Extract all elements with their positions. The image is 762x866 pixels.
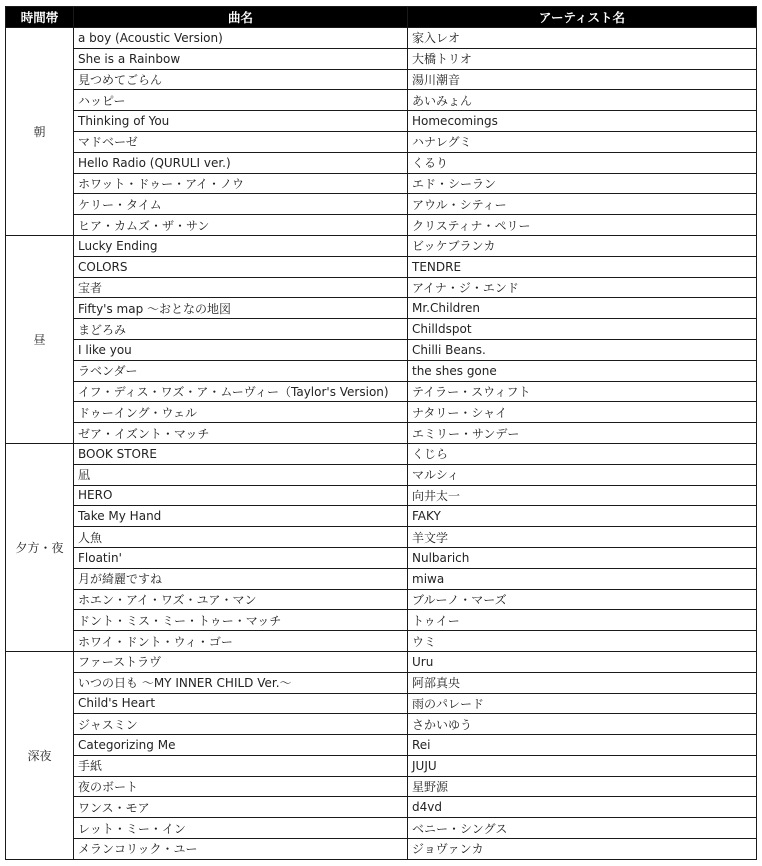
period-cell: 夕方・夜 bbox=[6, 443, 74, 651]
song-cell: Categorizing Me bbox=[74, 735, 408, 756]
table-row bbox=[6, 111, 757, 132]
table-row bbox=[6, 735, 757, 756]
table-row bbox=[6, 610, 757, 631]
song-cell: 人魚 bbox=[74, 527, 408, 548]
song-cell: 凪 bbox=[74, 464, 408, 485]
table-row bbox=[6, 256, 757, 277]
song-cell: ドント・ミス・ミー・トゥー・マッチ bbox=[74, 610, 408, 631]
artist-cell: あいみょん bbox=[408, 90, 757, 111]
song-cell: メランコリック・ユー bbox=[74, 839, 408, 860]
artist-cell: ウミ bbox=[408, 631, 757, 652]
table-row bbox=[6, 506, 757, 527]
artist-cell: 湯川潮音 bbox=[408, 69, 757, 90]
table-row bbox=[6, 547, 757, 568]
song-cell: 見つめてごらん bbox=[74, 69, 408, 90]
song-cell: ホワイ・ドント・ウィ・ゴー bbox=[74, 631, 408, 652]
header-row bbox=[6, 7, 757, 28]
artist-cell: テイラー・スウィフト bbox=[408, 381, 757, 402]
period-cell: 昼 bbox=[6, 235, 74, 443]
song-cell: Thinking of You bbox=[74, 111, 408, 132]
song-cell: ファーストラヴ bbox=[74, 651, 408, 672]
table-row bbox=[6, 527, 757, 548]
table-row bbox=[6, 90, 757, 111]
artist-cell: miwa bbox=[408, 568, 757, 589]
song-cell: まどろみ bbox=[74, 319, 408, 340]
artist-cell: 雨のパレード bbox=[408, 693, 757, 714]
artist-cell: 家入レオ bbox=[408, 28, 757, 49]
song-cell: Lucky Ending bbox=[74, 235, 408, 256]
header-period: 時間帯 bbox=[6, 7, 74, 28]
artist-cell: Chilli Beans. bbox=[408, 339, 757, 360]
table-body bbox=[6, 28, 757, 860]
song-cell: 宝者 bbox=[74, 277, 408, 298]
table-row bbox=[6, 818, 757, 839]
song-cell: ドゥーイング・ウェル bbox=[74, 402, 408, 423]
artist-cell: TENDRE bbox=[408, 256, 757, 277]
song-cell: マドベーゼ bbox=[74, 131, 408, 152]
table-row bbox=[6, 464, 757, 485]
song-cell: Fifty's map 〜おとなの地図 bbox=[74, 298, 408, 319]
artist-cell: Rei bbox=[408, 735, 757, 756]
artist-cell: 向井太一 bbox=[408, 485, 757, 506]
song-cell: いつの日も 〜MY INNER CHILD Ver.〜 bbox=[74, 672, 408, 693]
artist-cell: トゥイー bbox=[408, 610, 757, 631]
song-cell: COLORS bbox=[74, 256, 408, 277]
table-row bbox=[6, 360, 757, 381]
table-row bbox=[6, 589, 757, 610]
artist-cell: ハナレグミ bbox=[408, 131, 757, 152]
song-cell: 月が綺麗ですね bbox=[74, 568, 408, 589]
song-cell: ジャスミン bbox=[74, 714, 408, 735]
artist-cell: d4vd bbox=[408, 797, 757, 818]
table-row bbox=[6, 631, 757, 652]
artist-cell: Uru bbox=[408, 651, 757, 672]
table-row bbox=[6, 568, 757, 589]
artist-cell: Nulbarich bbox=[408, 547, 757, 568]
artist-cell: the shes gone bbox=[408, 360, 757, 381]
artist-cell: 星野源 bbox=[408, 776, 757, 797]
header-song: 曲名 bbox=[74, 7, 408, 28]
artist-cell: 羊文学 bbox=[408, 527, 757, 548]
table-row bbox=[6, 131, 757, 152]
song-cell: ホワット・ドゥー・アイ・ノウ bbox=[74, 173, 408, 194]
song-cell: ケリー・タイム bbox=[74, 194, 408, 215]
artist-cell: ビッケブランカ bbox=[408, 235, 757, 256]
table-row bbox=[6, 443, 757, 464]
song-cell: a boy (Acoustic Version) bbox=[74, 28, 408, 49]
table-row bbox=[6, 423, 757, 444]
artist-cell: アイナ・ジ・エンド bbox=[408, 277, 757, 298]
table-row bbox=[6, 48, 757, 69]
playlist-table-container bbox=[5, 6, 757, 860]
artist-cell: エミリー・サンデー bbox=[408, 423, 757, 444]
song-cell: BOOK STORE bbox=[74, 443, 408, 464]
table-row bbox=[6, 277, 757, 298]
song-cell: HERO bbox=[74, 485, 408, 506]
header-artist: アーティスト名 bbox=[408, 7, 757, 28]
table-row bbox=[6, 797, 757, 818]
table-row bbox=[6, 402, 757, 423]
artist-cell: Mr.Children bbox=[408, 298, 757, 319]
song-cell: I like you bbox=[74, 339, 408, 360]
song-cell: ゼア・イズント・マッチ bbox=[74, 423, 408, 444]
artist-cell: 阿部真央 bbox=[408, 672, 757, 693]
artist-cell: クリスティナ・ペリー bbox=[408, 215, 757, 236]
artist-cell: ベニー・シングス bbox=[408, 818, 757, 839]
table-row bbox=[6, 298, 757, 319]
song-cell: 夜のボート bbox=[74, 776, 408, 797]
song-cell: She is a Rainbow bbox=[74, 48, 408, 69]
song-cell: Hello Radio (QURULI ver.) bbox=[74, 152, 408, 173]
artist-cell: ジョヴァンカ bbox=[408, 839, 757, 860]
table-row bbox=[6, 152, 757, 173]
period-cell: 朝 bbox=[6, 28, 74, 236]
artist-cell: ナタリー・シャイ bbox=[408, 402, 757, 423]
artist-cell: Homecomings bbox=[408, 111, 757, 132]
table-row bbox=[6, 839, 757, 860]
song-cell: Take My Hand bbox=[74, 506, 408, 527]
song-cell: 手紙 bbox=[74, 755, 408, 776]
table-row bbox=[6, 693, 757, 714]
table-row bbox=[6, 672, 757, 693]
table-row bbox=[6, 28, 757, 49]
song-cell: Floatin' bbox=[74, 547, 408, 568]
song-cell: ホエン・アイ・ワズ・ユア・マン bbox=[74, 589, 408, 610]
artist-cell: アウル・シティー bbox=[408, 194, 757, 215]
artist-cell: FAKY bbox=[408, 506, 757, 527]
playlist-table bbox=[5, 6, 757, 860]
table-row bbox=[6, 381, 757, 402]
song-cell: ヒア・カムズ・ザ・サン bbox=[74, 215, 408, 236]
artist-cell: JUJU bbox=[408, 755, 757, 776]
song-cell: イフ・ディス・ワズ・ア・ムーヴィー（Taylor's Version) bbox=[74, 381, 408, 402]
artist-cell: エド・シーラン bbox=[408, 173, 757, 194]
artist-cell: ブルーノ・マーズ bbox=[408, 589, 757, 610]
song-cell: ラベンダー bbox=[74, 360, 408, 381]
table-row bbox=[6, 755, 757, 776]
table-row bbox=[6, 651, 757, 672]
table-row bbox=[6, 194, 757, 215]
song-cell: ハッピー bbox=[74, 90, 408, 111]
artist-cell: 大橋トリオ bbox=[408, 48, 757, 69]
table-row bbox=[6, 69, 757, 90]
artist-cell: マルシィ bbox=[408, 464, 757, 485]
table-row bbox=[6, 319, 757, 340]
artist-cell: くるり bbox=[408, 152, 757, 173]
table-header bbox=[6, 7, 757, 28]
song-cell: Child's Heart bbox=[74, 693, 408, 714]
artist-cell: さかいゆう bbox=[408, 714, 757, 735]
artist-cell: Chilldspot bbox=[408, 319, 757, 340]
song-cell: ワンス・モア bbox=[74, 797, 408, 818]
table-row bbox=[6, 235, 757, 256]
table-row bbox=[6, 173, 757, 194]
song-cell: レット・ミー・イン bbox=[74, 818, 408, 839]
artist-cell: くじら bbox=[408, 443, 757, 464]
table-row bbox=[6, 485, 757, 506]
table-row bbox=[6, 215, 757, 236]
table-row bbox=[6, 776, 757, 797]
table-row bbox=[6, 339, 757, 360]
table-row bbox=[6, 714, 757, 735]
period-cell: 深夜 bbox=[6, 651, 74, 859]
